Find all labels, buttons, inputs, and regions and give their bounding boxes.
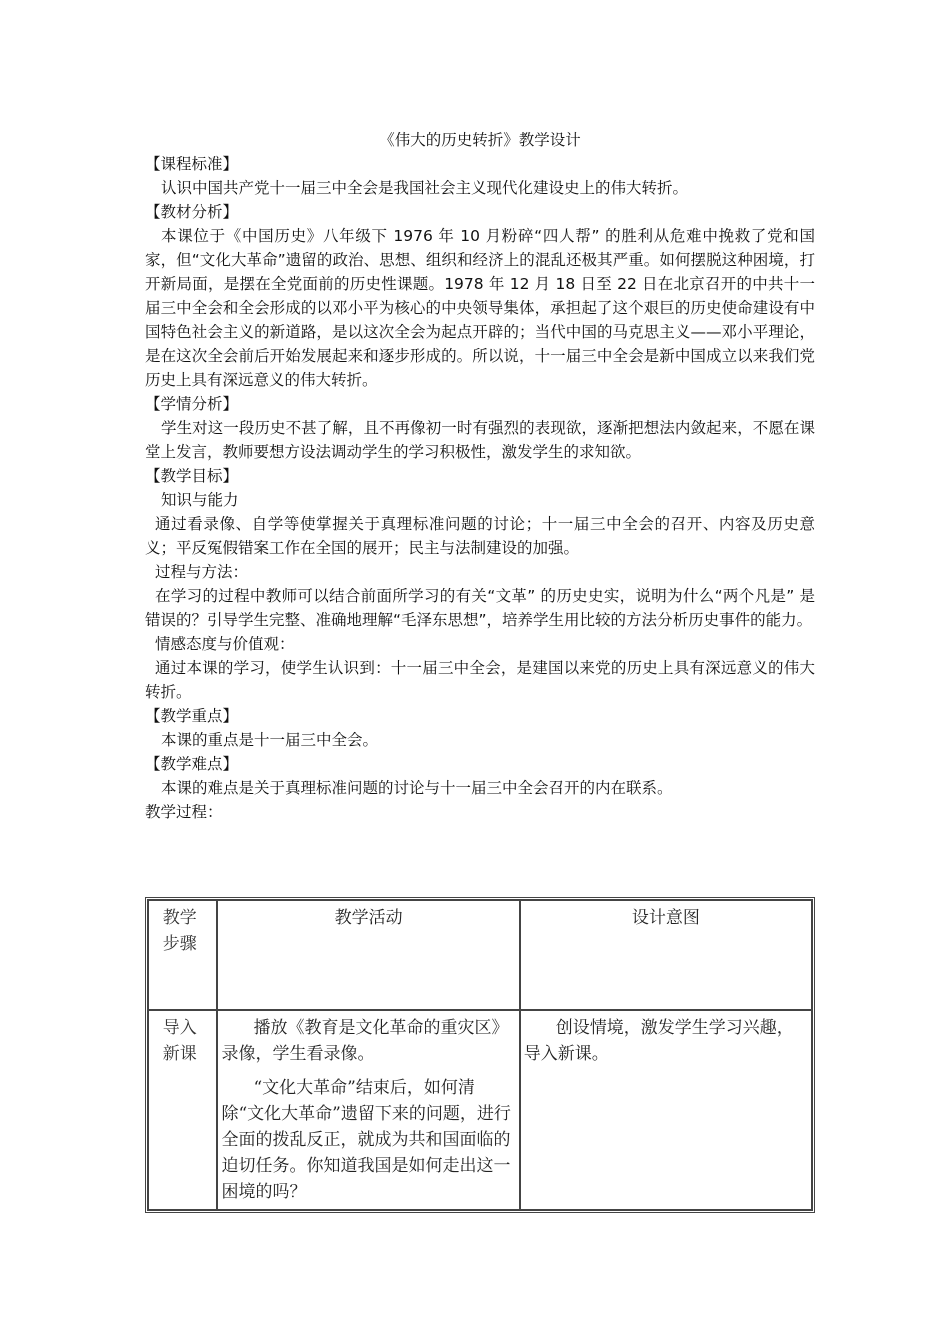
standard-text: 认识中国共产党十一届三中全会是我国社会主义现代化建设史上的伟大转折。 xyxy=(161,179,689,197)
goal-emotion-text: 通过本课的学习，使学生认识到：十一届三中全会，是建国以来党的历史上具有深远意义的伟大转折。 xyxy=(145,659,815,701)
activity-paragraph-2: “文化大革命”结束后，如何清除“文化大革命”遗留下来的问题，进行全面的拨乱反正，就成为共和国面临的迫切任务。你知道我国是如何走出这一困境的吗？ xyxy=(221,1078,511,1202)
header-activity: 教学活动 xyxy=(217,900,519,1010)
row-intent xyxy=(520,1010,812,1210)
table-row xyxy=(148,1010,812,1210)
section-heading-difficulty: 【教学难点】 xyxy=(145,755,239,773)
key-text: 本课的重点是十一届三中全会。 xyxy=(161,731,379,749)
intent-paragraph: 创设情境，激发学生学习兴趣，导入新课。 xyxy=(523,1018,794,1064)
table-header-row xyxy=(148,900,812,1010)
row-step-label: 导入新课 xyxy=(162,1018,197,1064)
document-title: 《伟大的历史转折》教学设计 xyxy=(379,131,581,149)
section-heading-goals: 【教学目标】 xyxy=(145,467,239,485)
goal-knowledge-text: 通过看录像、自学等使掌握关于真理标准问题的讨论；十一届三中全会的召开、内容及历史意义；平反冤假错案工作在全国的展开；民主与法制建设的加强。 xyxy=(145,515,815,557)
students-text: 学生对这一段历史不甚了解，且不再像初一时有强烈的表现欲，逐渐把想法内敛起来，不愿在课堂上发言，教师要想方设法调动学生的学习积极性，激发学生的求知欲。 xyxy=(145,419,815,461)
section-heading-students: 【学情分析】 xyxy=(145,395,239,413)
section-heading-textbook: 【教材分析】 xyxy=(145,203,239,221)
row-activity xyxy=(217,1010,519,1210)
section-heading-key: 【教学重点】 xyxy=(145,707,239,725)
lesson-table-wrapper xyxy=(145,897,815,1213)
section-heading-standard: 【课程标准】 xyxy=(145,155,239,173)
activity-paragraph-1: 播放《教育是文化革命的重灾区》录像，学生看录像。 xyxy=(221,1018,509,1064)
header-intent: 设计意图 xyxy=(520,900,812,1010)
process-label: 教学过程： xyxy=(145,803,223,821)
goal-process-label: 过程与方法： xyxy=(155,563,249,581)
document-body xyxy=(145,128,815,824)
goal-knowledge-label: 知识与能力 xyxy=(161,491,239,509)
goal-process-text: 在学习的过程中教师可以结合前面所学习的有关“文革” 的历史史实，说明为什么“两个凡是” 是错误的？引导学生完整、准确地理解“毛泽东思想”，培养学生用比较的方法分析历史事件的能力。 xyxy=(145,587,815,629)
lesson-process-table xyxy=(145,897,815,1213)
textbook-text: 本课位于《中国历史》八年级下 1976 年 10 月粉碎“四人帮” 的胜利从危难中挽救了党和国家，但“文化大革命”遗留的政治、思想、组织和经济上的混乱还极其严重。如何摆脱这种困境，打开新局面，是摆在全党面前的历史性课题。1978 年 12 月 18 日至 22 日在北京召开的中共十一届三中全会和全会形成的以邓小平为核心的中央领导集体，承担起了这个艰巨的历史使命建设有中国特色社会主义的新道路，是以这次全会为起点开辟的；当代中国的马克思主义——邓小平理论，是在这次全会前后开始发展起来和逐步形成的。所以说，十一届三中全会是新中国成立以来我们党历史上具有深远意义的伟大转折。 xyxy=(145,227,815,389)
header-step-label: 教学步骤 xyxy=(162,908,197,954)
goal-emotion-label: 情感态度与价值观： xyxy=(155,635,295,653)
row-step xyxy=(148,1010,217,1210)
difficulty-text: 本课的难点是关于真理标准问题的讨论与十一届三中全会召开的内在联系。 xyxy=(161,779,673,797)
header-step xyxy=(148,900,217,1010)
